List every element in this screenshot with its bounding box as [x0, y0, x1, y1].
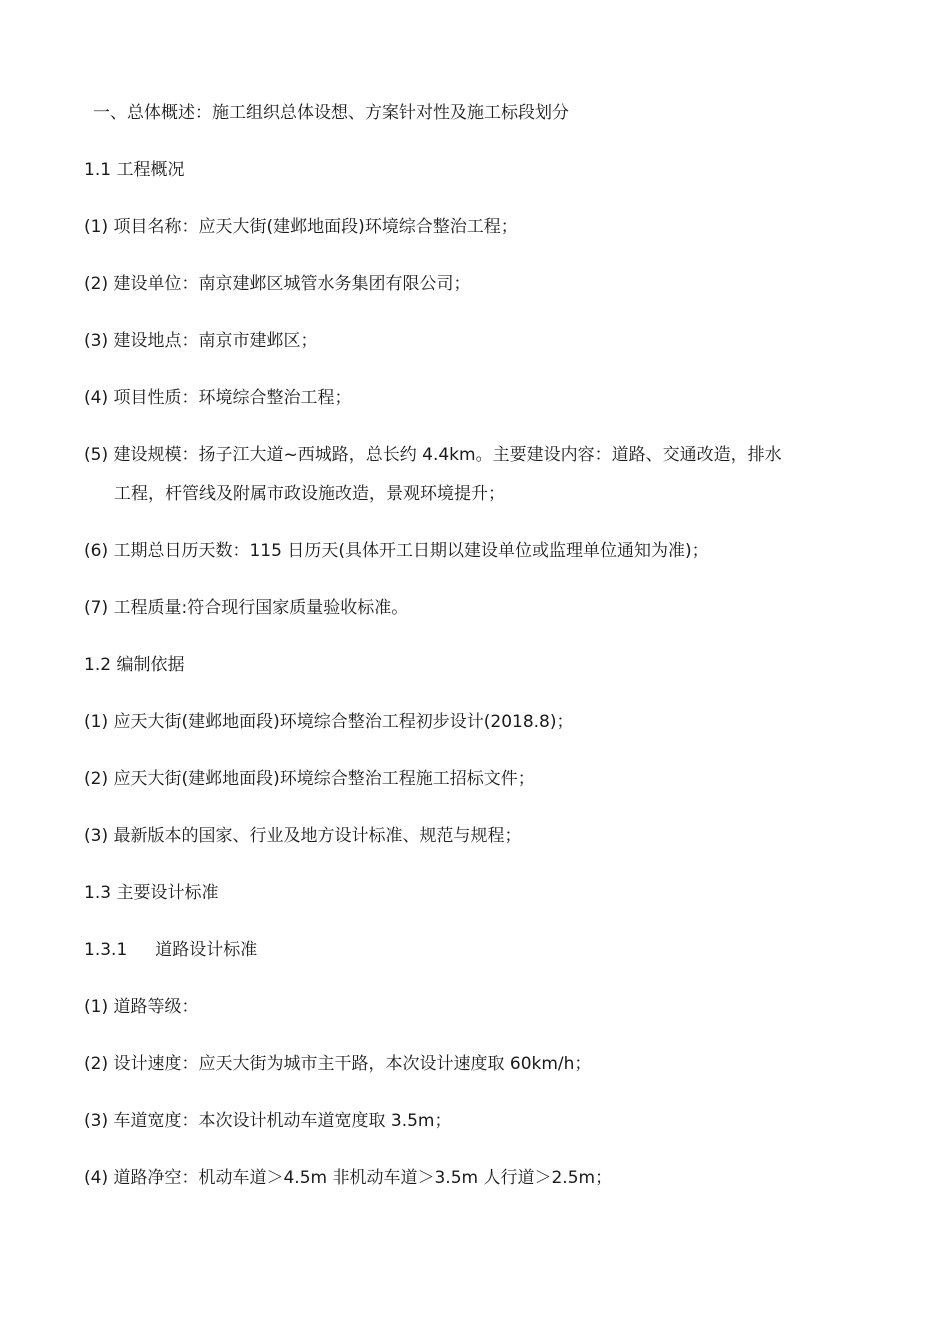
project-name-item: (1) 项目名称：应天大街(建邺地面段)环境综合整治工程； — [84, 217, 518, 237]
construction-site-item: (3) 建设地点：南京市建邺区； — [84, 331, 318, 351]
lane-width-item: (3) 车道宽度：本次设计机动车道宽度取 3.5m； — [84, 1111, 452, 1131]
road-grade-item: (1) 道路等级： — [84, 997, 199, 1017]
basis-item-1: (1) 应天大街(建邺地面段)环境综合整治工程初步设计(2018.8)； — [84, 712, 574, 732]
design-speed-item: (2) 设计速度：应天大街为城市主干路，本次设计速度取 60km/h； — [84, 1054, 592, 1074]
subsection-1-3-1-title — [84, 938, 257, 962]
subsection-1-3-1-label: 道路设计标准 — [155, 940, 258, 960]
subsection-1-2-title: 1.2 编制依据 — [84, 655, 185, 675]
quality-item: (7) 工程质量:符合现行国家质量验收标准。 — [84, 598, 409, 618]
duration-item: (6) 工期总日历天数：115 日历天(具体开工日期以建设单位或监理单位通知为准)； — [84, 541, 709, 561]
road-clearance-item: (4) 道路净空：机动车道＞4.5m 非机动车道＞3.5m 人行道＞2.5m； — [84, 1168, 613, 1188]
section-heading: 一、总体概述：施工组织总体设想、方案针对性及施工标段划分 — [93, 103, 569, 123]
construction-scale-item-continued: 工程，杆管线及附属市政设施改造，景观环境提升； — [114, 484, 505, 504]
construction-scale-item: (5) 建设规模：扬子江大道~西城路，总长约 4.4km。主要建设内容：道路、交通改造，排水 — [84, 445, 782, 465]
project-nature-item: (4) 项目性质：环境综合整治工程； — [84, 388, 352, 408]
basis-item-2: (2) 应天大街(建邺地面段)环境综合整治工程施工招标文件； — [84, 769, 535, 789]
subsection-1-3-1-number: 1.3.1 — [84, 940, 128, 960]
construction-unit-item: (2) 建设单位：南京建邺区城管水务集团有限公司； — [84, 274, 471, 294]
subsection-1-1-title: 1.1 工程概况 — [84, 160, 185, 180]
subsection-1-3-title: 1.3 主要设计标准 — [84, 883, 219, 903]
basis-item-3: (3) 最新版本的国家、行业及地方设计标准、规范与规程； — [84, 826, 522, 846]
